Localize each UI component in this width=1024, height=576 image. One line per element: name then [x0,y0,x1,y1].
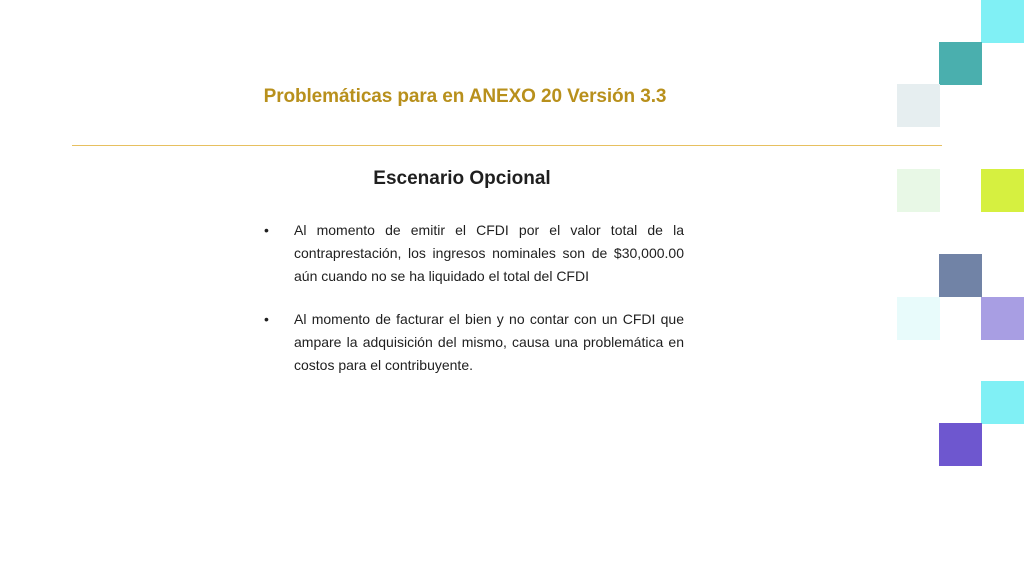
decorative-square [897,297,940,340]
list-item [264,308,684,377]
title-divider [72,145,942,146]
decorative-square [939,42,982,85]
decorative-square [939,423,982,466]
decorative-square [939,254,982,297]
list-item [264,219,684,288]
bullet-text: Al momento de facturar el bien y no contar con un CFDI que ampare la adquisición del mismo, causa una problemática en costos para el contribuyente. [294,311,684,373]
decorative-square [981,0,1024,43]
bullet-marker: • [264,222,269,238]
decorative-square [981,381,1024,424]
decorative-square [981,169,1024,212]
slide-title: Problemáticas para en ANEXO 20 Versión 3.3 [263,86,667,107]
bullet-text: Al momento de emitir el CFDI por el valor total de la contraprestación, los ingresos nominales son de $30,000.00 aún cuando no se ha liquidado el total del CFDI [294,222,684,284]
decorative-square [897,169,940,212]
decorative-square [981,297,1024,340]
bullet-marker: • [264,311,269,327]
bullet-list [264,219,684,377]
slide-subtitle: Escenario Opcional [373,168,551,189]
decorative-square [897,84,940,127]
